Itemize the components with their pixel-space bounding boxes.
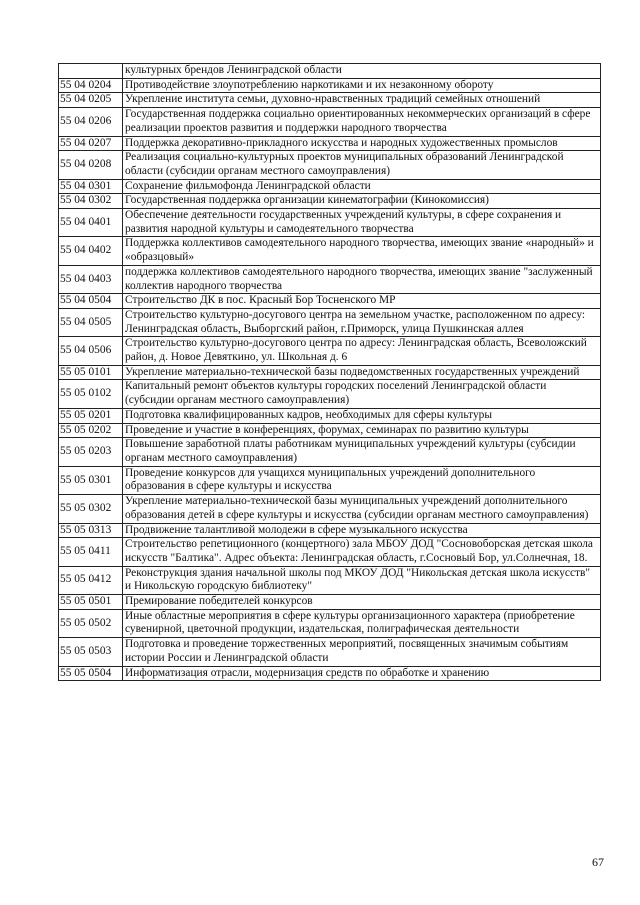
row-code: 55 05 0313 xyxy=(59,523,123,538)
row-code: 55 05 0302 xyxy=(59,495,123,523)
table-row xyxy=(59,638,601,666)
table-row xyxy=(59,78,601,93)
table-row xyxy=(59,237,601,265)
row-code: 55 05 0504 xyxy=(59,666,123,681)
row-description: Подготовка и проведение торжественных мероприятий, посвященных значимым событиям истории России и Ленинградской области xyxy=(123,638,601,666)
row-description: Проведение и участие в конференциях, форумах, семинарах по развитию культуры xyxy=(123,423,601,438)
row-code: 55 04 0505 xyxy=(59,308,123,336)
table-body xyxy=(59,64,601,681)
table-row xyxy=(59,337,601,365)
row-code: 55 05 0412 xyxy=(59,566,123,594)
row-description: Информатизация отрасли, модернизация средств по обработке и хранению xyxy=(123,666,601,681)
row-description: Премирование победителей конкурсов xyxy=(123,595,601,610)
row-code: 55 05 0203 xyxy=(59,438,123,466)
row-description: Продвижение талантливой молодежи в сфере музыкального искусства xyxy=(123,523,601,538)
table-row xyxy=(59,380,601,408)
row-code: 55 05 0101 xyxy=(59,365,123,380)
table-row xyxy=(59,93,601,108)
table-row xyxy=(59,108,601,136)
row-description: поддержка коллективов самодеятельного народного творчества, имеющих звание "заслуженный коллектив народного творчества xyxy=(123,265,601,293)
table-row xyxy=(59,308,601,336)
row-code: 55 05 0201 xyxy=(59,408,123,423)
row-description: Строительство репетиционного (концертного) зала МБОУ ДОД "Сосновоборская детская школа искусств "Балтика". Адрес объекта: Ленинградская область, г.Сосновый Бор, ул.Солнечная, 18. xyxy=(123,538,601,566)
table-row xyxy=(59,194,601,209)
row-description: Укрепление материально-технической базы муниципальных учреждений дополнительного образования детей в сфере культуры и искусства (субсидии органам местного самоуправления) xyxy=(123,495,601,523)
budget-code-table xyxy=(58,63,601,681)
row-description: Противодействие злоупотреблению наркотиками и их незаконному обороту xyxy=(123,78,601,93)
row-code: 55 04 0403 xyxy=(59,265,123,293)
table-row xyxy=(59,666,601,681)
row-code: 55 04 0301 xyxy=(59,179,123,194)
table-row xyxy=(59,294,601,309)
row-description: Укрепление института семьи, духовно-нравственных традиций семейных отношений xyxy=(123,93,601,108)
row-description: Сохранение фильмофонда Ленинградской области xyxy=(123,179,601,194)
row-code: 55 05 0502 xyxy=(59,609,123,637)
table-row xyxy=(59,438,601,466)
row-description: Поддержка декоративно-прикладного искусства и народных художественных промыслов xyxy=(123,136,601,151)
row-code: 55 04 0206 xyxy=(59,108,123,136)
row-description: Строительство культурно-досугового центра по адресу: Ленинградская область, Всеволожский район, д. Новое Девяткино, ул. Школьная д. 6 xyxy=(123,337,601,365)
row-code: 55 04 0402 xyxy=(59,237,123,265)
table-row xyxy=(59,609,601,637)
table-row xyxy=(59,466,601,494)
row-code: 55 04 0205 xyxy=(59,93,123,108)
row-description: Государственная поддержка организации кинематографии (Кинокомиссия) xyxy=(123,194,601,209)
table-row xyxy=(59,566,601,594)
row-code: 55 05 0503 xyxy=(59,638,123,666)
table-row xyxy=(59,265,601,293)
row-description: культурных брендов Ленинградской области xyxy=(123,64,601,79)
table-row xyxy=(59,595,601,610)
page-number: 67 xyxy=(592,855,604,869)
table-row xyxy=(59,151,601,179)
row-code: 55 05 0501 xyxy=(59,595,123,610)
row-code: 55 04 0401 xyxy=(59,209,123,237)
table-row xyxy=(59,523,601,538)
row-description: Подготовка квалифицированных кадров, необходимых для сферы культуры xyxy=(123,408,601,423)
row-description: Реализация социально-культурных проектов муниципальных образований Ленинградской области (субсидии органам местного самоуправления) xyxy=(123,151,601,179)
row-code: 55 04 0302 xyxy=(59,194,123,209)
table-row xyxy=(59,365,601,380)
table-row xyxy=(59,423,601,438)
row-code: 55 04 0506 xyxy=(59,337,123,365)
table-row xyxy=(59,179,601,194)
row-description: Поддержка коллективов самодеятельного народного творчества, имеющих звание «народный» и «образцовый» xyxy=(123,237,601,265)
row-code: 55 04 0504 xyxy=(59,294,123,309)
row-code: 55 05 0202 xyxy=(59,423,123,438)
row-description: Укрепление материально-технической базы подведомственных государственных учреждений xyxy=(123,365,601,380)
row-code: 55 05 0102 xyxy=(59,380,123,408)
row-description: Реконструкция здания начальной школы под МКОУ ДОД "Никольская детская школа искусств" и Никольскую городскую библиотеку" xyxy=(123,566,601,594)
table-row xyxy=(59,495,601,523)
table-row xyxy=(59,538,601,566)
row-description: Обеспечение деятельности государственных учреждений культуры, в сфере сохранения и развития народной культуры и самодеятельного творчества xyxy=(123,209,601,237)
table-row xyxy=(59,64,601,79)
row-code: 55 05 0411 xyxy=(59,538,123,566)
row-description: Капитальный ремонт объектов культуры городских поселений Ленинградской области (субсидии органам местного самоуправления) xyxy=(123,380,601,408)
row-code: 55 04 0208 xyxy=(59,151,123,179)
row-code: 55 04 0204 xyxy=(59,78,123,93)
row-code: 55 05 0301 xyxy=(59,466,123,494)
row-description: Государственная поддержка социально ориентированных некоммерческих организаций в сфере реализации проектов развития и поддержки народного творчества xyxy=(123,108,601,136)
row-description: Строительство культурно-досугового центра на земельном участке, расположенном по адресу: Ленинградская область, Выборгский район, г.Приморск, улица Пушкинская аллея xyxy=(123,308,601,336)
row-code xyxy=(59,64,123,79)
row-description: Строительство ДК в пос. Красный Бор Тосненского МР xyxy=(123,294,601,309)
row-code: 55 04 0207 xyxy=(59,136,123,151)
row-description: Повышение заработной платы работникам муниципальных учреждений культуры (субсидии органам местного самоуправления) xyxy=(123,438,601,466)
row-description: Проведение конкурсов для учащихся муниципальных учреждений дополнительного образования в сфере культуры и искусства xyxy=(123,466,601,494)
table-row xyxy=(59,209,601,237)
table-row xyxy=(59,136,601,151)
row-description: Иные областные мероприятия в сфере культуры организационного характера (приобретение сувенирной, цветочной продукции, издательская, полиграфическая деятельности xyxy=(123,609,601,637)
table-row xyxy=(59,408,601,423)
